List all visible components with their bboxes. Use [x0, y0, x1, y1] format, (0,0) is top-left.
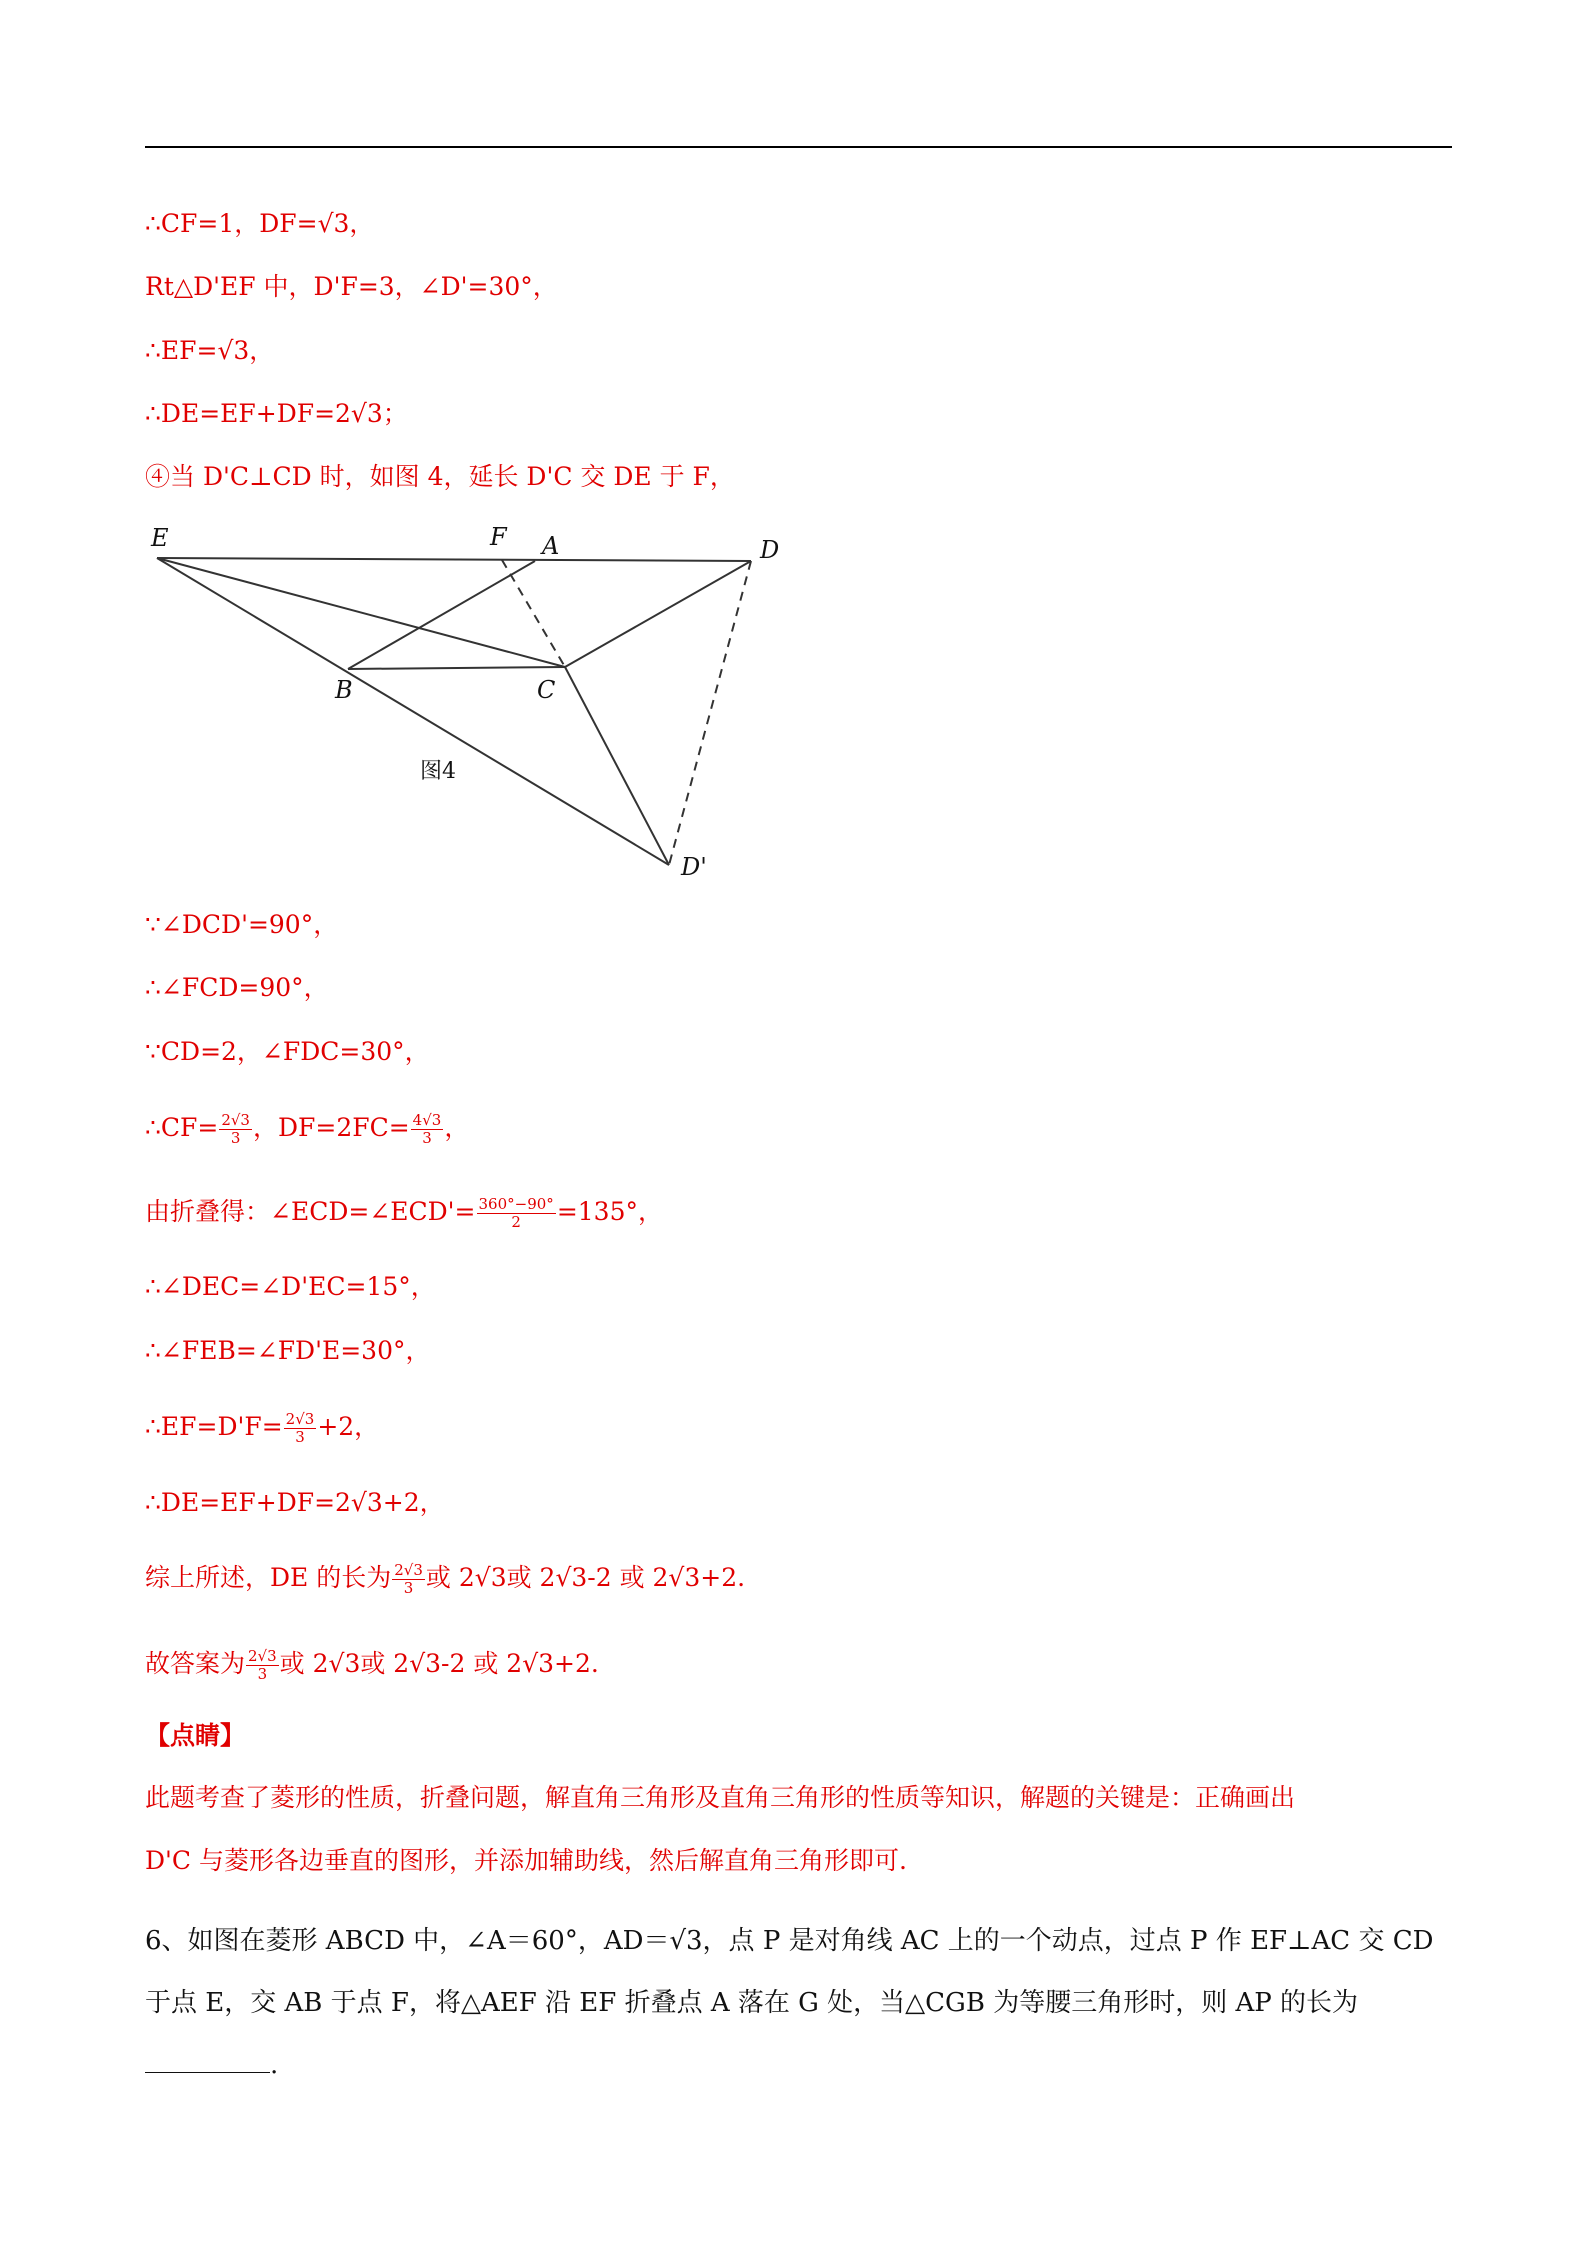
fraction: $\frac{2√3}{3}$ — [394, 1561, 423, 1597]
answer-blank[interactable] — [145, 2046, 270, 2073]
header-rule — [145, 146, 1452, 148]
label-D-prime: D' — [681, 853, 707, 881]
solution-line: ∴EF=D'F= $\frac{2√3}{3}$ +2， — [145, 1410, 380, 1446]
fraction: $\frac{360^\circ-90^\circ}{2}$ — [478, 1195, 554, 1231]
segment-EC — [157, 558, 565, 667]
segment-BC — [348, 667, 565, 669]
fraction: $\frac{4√3}{3}$ — [412, 1111, 442, 1147]
segment-FC-dashed — [502, 560, 565, 667]
comment-text: D'C 与菱形各边垂直的图形，并添加辅助线，然后解直角三角形即可. — [145, 1846, 907, 1875]
label-D: D — [760, 536, 780, 564]
label-F: F — [490, 523, 507, 551]
solution-line: Rt△D'EF 中，D'F=3，∠D'=30°， — [145, 272, 558, 301]
solution-line: ∴EF=√3， — [145, 336, 275, 365]
solution-line: ∴DE=EF+DF=2√3； — [145, 399, 408, 428]
solution-line: ∴CF= $\frac{2√3}{3}$ ，DF=2FC= $\frac{4√3}{3}$ ， — [145, 1111, 470, 1147]
fraction: $\frac{2√3}{3}$ — [285, 1410, 315, 1446]
solution-line: ∵CD=2，∠FDC=30°， — [145, 1037, 430, 1066]
solution-line: ∴∠FEB=∠FD'E=30°， — [145, 1336, 431, 1365]
label-C: C — [537, 676, 556, 704]
case-4-heading: ④当 D'C⊥CD 时，如图 4，延长 D'C 交 DE 于 F， — [145, 462, 735, 491]
solution-line: ∴DE=EF+DF=2√3+2， — [145, 1488, 445, 1517]
label-B: B — [335, 676, 353, 704]
question-6 — [145, 1910, 1452, 2096]
question-6-line-1: 6、如图在菱形 ABCD 中，∠A＝60°，AD＝√3，点 P 是对角线 AC 上的一个动点，过点 P 作 EF⊥AC 交 CD — [145, 1926, 1434, 1956]
label-A: A — [542, 532, 560, 560]
segment-CD — [565, 561, 751, 667]
comment-heading: 【点睛】 — [145, 1721, 246, 1750]
comment-text: 此题考查了菱形的性质，折叠问题，解直角三角形及直角三角形的性质等知识，解题的关键是：正确画出 — [145, 1783, 1296, 1812]
figure-4-diagram — [145, 520, 795, 895]
segment-ED-prime — [157, 558, 669, 865]
answer-line: 故答案为 $\frac{2√3}{3}$ 或 2√3或 2√3-2 或 2√3+2. — [145, 1647, 599, 1683]
label-E: E — [151, 524, 169, 552]
fraction: $\frac{2√3}{3}$ — [221, 1111, 250, 1147]
segment-CD-prime — [565, 667, 669, 865]
solution-line: ∴∠FCD=90°， — [145, 973, 329, 1002]
summary-line: 综上所述，DE 的长为 $\frac{2√3}{3}$ 或 2√3或 2√3-2 或 2√3+2. — [145, 1561, 746, 1597]
question-6-line-2: 于点 E，交 AB 于点 F，将△AEF 沿 EF 折叠点 A 落在 G 处，当△CGB 为等腰三角形时，则 AP 的长为. — [145, 1988, 1358, 2080]
segment-ED — [157, 558, 751, 561]
solution-line: ∴∠DEC=∠D'EC=15°， — [145, 1272, 436, 1301]
solution-line: 由折叠得：∠ECD=∠ECD'= $\frac{360^\circ-90^\circ}{2}$ =135°， — [145, 1195, 663, 1231]
solution-line: ∵∠DCD'=90°， — [145, 910, 339, 939]
segment-DD-prime-dashed — [669, 561, 751, 865]
segment-BA — [348, 561, 535, 669]
fraction: $\frac{2√3}{3}$ — [248, 1647, 277, 1683]
figure-caption: 图4 — [420, 759, 456, 784]
solution-line: ∴CF=1，DF=√3， — [145, 209, 375, 238]
